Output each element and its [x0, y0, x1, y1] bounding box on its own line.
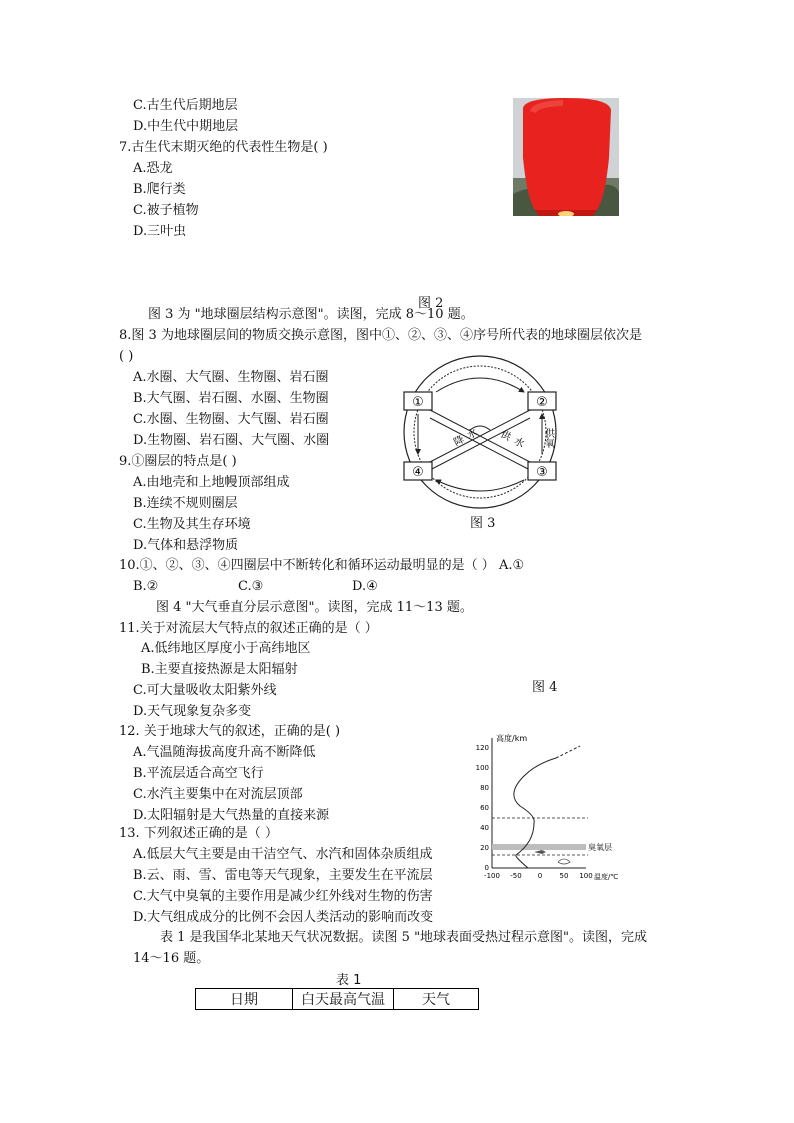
q11-option-a: A.低纬地区厚度小于高纬地区 — [141, 641, 311, 656]
header-max-temp: 白天最高气温 — [293, 989, 394, 1010]
q6-option-d: D.中生代中期地层 — [133, 119, 239, 134]
intro-figure-4: 图 4 "大气垂直分层示意图"。读图，完成 11～13 题。 — [156, 600, 473, 615]
q11-option-b: B.主要直接热源是太阳辐射 — [141, 662, 298, 677]
header-weather: 天气 — [394, 989, 479, 1010]
sky-lantern-image — [513, 98, 619, 216]
table-1 — [195, 988, 479, 1010]
q8-option-b: B.大气圈、岩石圈、水圈、生物圈 — [133, 391, 329, 406]
q7-option-a: A.恐龙 — [133, 161, 173, 176]
x-tick-100: 100 — [579, 872, 593, 880]
y-tick-20: 20 — [480, 844, 489, 852]
q10-option-b: B.② — [133, 579, 159, 594]
q8-option-c: C.水圈、生物圈、大气圈、岩石圈 — [133, 412, 329, 427]
figure-3-diagram — [400, 352, 560, 512]
figure-4-diagram — [476, 728, 652, 884]
q13-option-a: A.低层大气主要是由干洁空气、水汽和固体杂质组成 — [133, 847, 433, 862]
figure-4-caption: 图 4 — [532, 680, 558, 695]
header-date: 日期 — [196, 989, 293, 1010]
q13-option-d: D.大气组成成分的比例不会因人类活动的影响而改变 — [133, 910, 434, 925]
x-axis-label: 温度/℃ — [594, 873, 619, 881]
q12-option-b: B.平流层适合高空飞行 — [133, 766, 264, 781]
node-2-label: ② — [536, 395, 548, 410]
q9-option-c: C.生物及其生存环境 — [133, 517, 251, 532]
q7-stem: 7.古生代末期灭绝的代表性生物是( ) — [119, 140, 328, 155]
y-tick-0: 0 — [484, 864, 489, 872]
q13-stem: 13. 下列叙述正确的是（ ） — [119, 826, 278, 841]
q7-option-d: D.三叶虫 — [133, 224, 187, 239]
figure-3-caption: 图 3 — [470, 516, 496, 531]
q13-option-c: C.大气中臭氧的主要作用是减少红外线对生物的伤害 — [133, 889, 433, 904]
q6-option-c: C.古生代后期地层 — [133, 98, 238, 113]
q7-option-c: C.被子植物 — [133, 203, 199, 218]
q10-stem: 10.①、②、③、④四圈层中不断转化和循环运动最明显的是（ ） A.① — [119, 558, 525, 573]
y-tick-40: 40 — [480, 824, 489, 832]
x-tick-minus100: -100 — [484, 872, 500, 880]
ozone-label: 臭氧层 — [588, 843, 612, 852]
q7-option-b: B.爬行类 — [133, 182, 186, 197]
figure-2-caption: 图 2 — [418, 296, 444, 311]
x-tick-minus50: -50 — [510, 872, 522, 880]
y-tick-120: 120 — [476, 744, 489, 752]
intro-figure-5-line2: 14～16 题。 — [133, 951, 210, 966]
q12-option-d: D.太阳辐射是大气热量的直接来源 — [133, 808, 330, 823]
x-tick-0: 0 — [537, 872, 543, 880]
y-axis-label: 高度/km — [496, 734, 528, 743]
q8-option-d: D.生物圈、岩石圈、大气圈、水圈 — [133, 433, 330, 448]
ozone-band — [492, 844, 586, 850]
q8-stem: 8.图 3 为地球圈层间的物质交换示意图，图中①、②、③、④序号所代表的地球圈层依次是 — [119, 328, 642, 343]
q10-option-d: D.④ — [352, 579, 378, 594]
rain-label: 降水 — [452, 424, 484, 449]
q11-option-d: D.天气现象复杂多变 — [133, 704, 252, 719]
q10-option-c: C.③ — [238, 579, 264, 594]
intro-figure-5-line1: 表 1 是我国华北某地天气状况数据。读图 5 "地球表面受热过程示意图"。读图，完成 — [160, 930, 648, 945]
x-tick-50: 50 — [559, 872, 569, 880]
intro-figure-3: 图 3 为 "地球圈层结构示意图"。读图，完成 8～10 题。 — [148, 307, 474, 322]
q9-stem: 9.①圈层的特点是( ) — [119, 454, 237, 469]
sky-lantern-photo — [513, 98, 619, 216]
node-3-label: ③ — [536, 465, 548, 480]
q8-option-a: A.水圈、大气圈、生物圈、岩石圈 — [133, 370, 329, 385]
q8-paren: ( ) — [119, 349, 134, 364]
y-tick-100: 100 — [476, 764, 489, 772]
q13-option-b: B.云、雨、雪、雷电等天气现象，主要发生在平流层 — [133, 868, 433, 883]
supply-water-label: 供水 — [498, 428, 531, 453]
q9-option-b: B.连续不规则圈层 — [133, 496, 238, 511]
supply-oxygen-label: 供氧 — [542, 428, 554, 448]
q11-stem: 11.关于对流层大气特点的叙述正确的是（ ） — [119, 621, 378, 636]
y-tick-80: 80 — [480, 784, 489, 792]
q9-option-d: D.气体和悬浮物质 — [133, 538, 239, 553]
table-header-row — [196, 989, 479, 1010]
q12-option-c: C.水汽主要集中在对流层顶部 — [133, 787, 303, 802]
y-tick-60: 60 — [480, 804, 489, 812]
q12-stem: 12. 关于地球大气的叙述，正确的是( ) — [119, 724, 341, 739]
q12-option-a: A.气温随海拔高度升高不断降低 — [133, 745, 316, 760]
node-4-label: ④ — [412, 465, 424, 480]
q9-option-a: A.由地壳和上地幔顶部组成 — [133, 475, 290, 490]
table-1-caption: 表 1 — [336, 973, 362, 988]
node-1-label: ① — [412, 395, 424, 410]
q11-option-c: C.可大量吸收太阳紫外线 — [133, 683, 277, 698]
